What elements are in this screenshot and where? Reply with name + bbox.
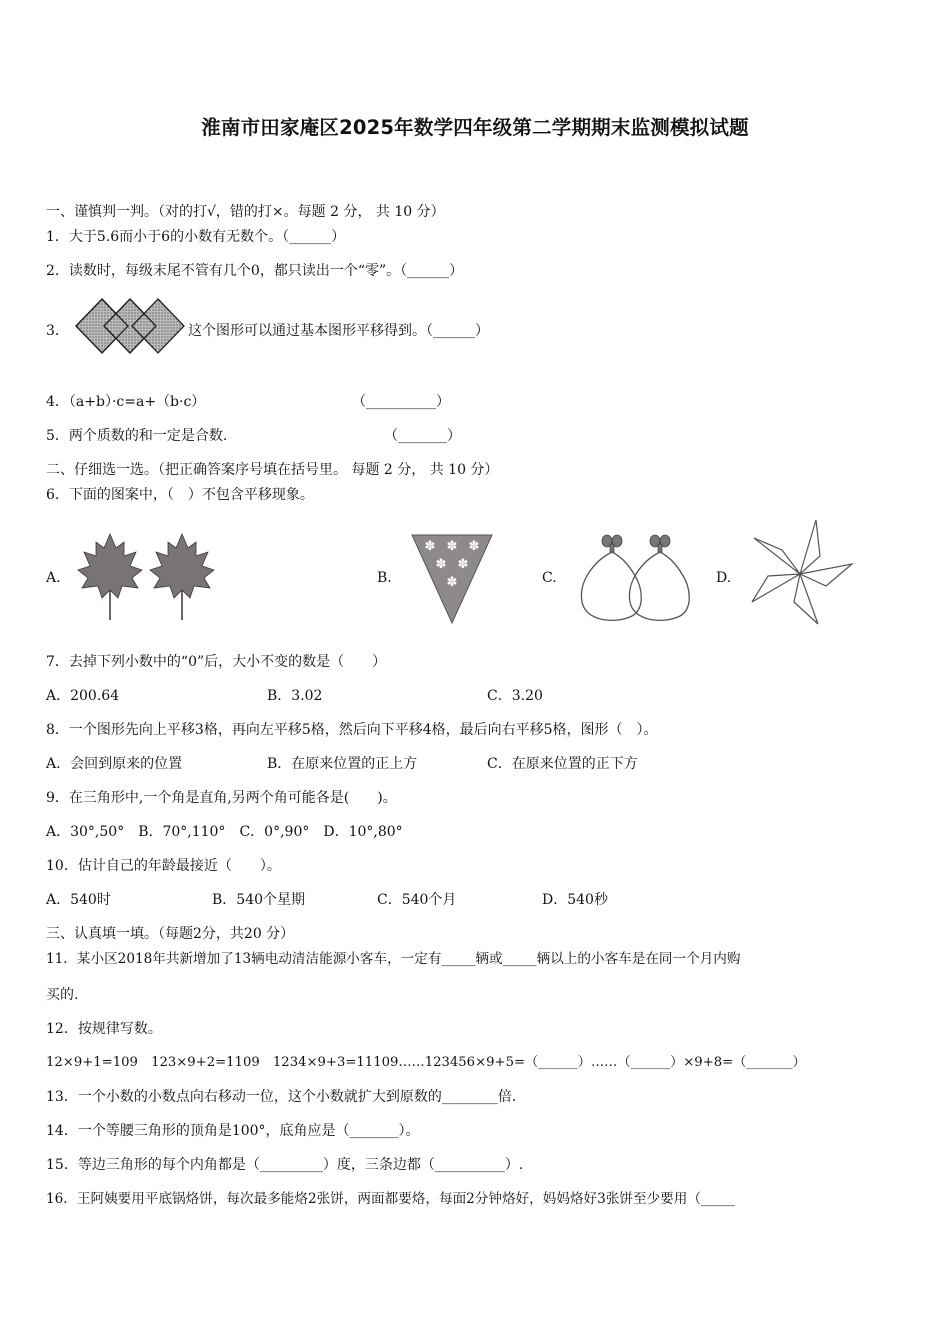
section-2-header: 二、仔细选一选。（把正确答案序号填在括号里。 每题 2 分， 共 10 分） xyxy=(46,462,499,478)
svg-text:✽: ✽ xyxy=(457,557,469,572)
q6-heart-shapes-figure xyxy=(576,530,696,626)
q6-option-d-label: D. xyxy=(716,570,732,586)
question-12: 12．按规律写数。 xyxy=(46,1021,162,1037)
question-15: 15．等边三角形的每个内角都是（_________）度，三条边都（__________）. xyxy=(46,1157,524,1173)
svg-text:✽: ✽ xyxy=(435,557,447,572)
section-1-header: 一、谨慎判一判。（对的打√，错的打×。每题 2 分， 共 10 分） xyxy=(46,204,445,220)
q6-pinwheel-figure xyxy=(748,516,856,628)
question-12-sequence: 12×9+1=109 123×9+2=1109 1234×9+3=11109……123456×9+5=（______）……（______）×9+8=（_______） xyxy=(46,1055,806,1070)
page-title: 淮南市田家庵区2025年数学四年级第二学期期末监测模拟试题 xyxy=(201,116,749,139)
q10-option-c: C．540个月 xyxy=(377,892,457,908)
svg-text:✽: ✽ xyxy=(446,575,458,590)
question-3-number: 3． xyxy=(46,323,69,339)
q8-option-a: A．会回到原来的位置 xyxy=(46,756,183,772)
question-13: 13．一个小数的小数点向右移动一位，这个小数就扩大到原数的________倍. xyxy=(46,1089,517,1105)
q7-option-b: B．3.02 xyxy=(267,688,323,704)
question-9: 9．在三角形中,一个角是直角,另两个角可能各是( )。 xyxy=(46,790,397,806)
question-16: 16．王阿姨要用平底锅烙饼，每次最多能烙2张饼，两面都要烙，每面2分钟烙好，妈妈烙好3张饼至少要用（_____ xyxy=(46,1191,735,1207)
q8-option-b: B．在原来位置的正上方 xyxy=(267,756,418,772)
q6-option-a-label: A. xyxy=(46,570,61,586)
question-6: 6．下面的图案中，（ ）不包含平移现象。 xyxy=(46,487,314,503)
question-5: 5．两个质数的和一定是合数. xyxy=(46,428,228,444)
q7-option-c: C．3.20 xyxy=(487,688,543,704)
question-4-blank: （__________） xyxy=(352,394,450,410)
q7-option-a: A．200.64 xyxy=(46,688,120,704)
question-8: 8．一个图形先向上平移3格，再向左平移5格，然后向下平移4格，最后向右平移5格，图形（ ）。 xyxy=(46,722,658,738)
q6-option-b-label: B. xyxy=(377,570,392,586)
section-3-header: 三、认真填一填。（每题2分，共20 分） xyxy=(46,926,295,942)
q9-options: A．30°,50° B．70°,110° C．0°,90° D．10°,80° xyxy=(46,824,403,840)
q8-option-c: C．在原来位置的正下方 xyxy=(487,756,638,772)
svg-text:✽: ✽ xyxy=(424,539,436,554)
q6-triangle-snowflakes-figure xyxy=(410,533,494,625)
question-7: 7．去掉下列小数中的“0”后，大小不变的数是（ ） xyxy=(46,654,387,670)
q6-maple-leaves-figure xyxy=(74,532,220,624)
q10-option-d: D．540秒 xyxy=(542,892,608,908)
q3-diamond-pattern-figure xyxy=(74,297,186,355)
q6-option-c-label: C. xyxy=(542,570,557,586)
q10-option-b: B．540个星期 xyxy=(212,892,306,908)
svg-text:✽: ✽ xyxy=(446,539,458,554)
question-3-text: 这个图形可以通过基本图形平移得到。（______） xyxy=(188,323,489,339)
question-4: 4．（a+b）·c=a+（b·c） xyxy=(46,394,206,410)
q10-option-a: A．540时 xyxy=(46,892,111,908)
question-5-blank: （_______） xyxy=(384,428,461,444)
question-11-line-1: 11．某小区2018年共新增加了13辆电动清洁能源小客车，一定有_____辆或_____辆以上的小客车是在同一个月内购 xyxy=(46,951,741,967)
question-10: 10．估计自己的年龄最接近（ ）。 xyxy=(46,858,281,874)
question-2: 2．读数时，每级末尾不管有几个0，都只读出一个“零”。（______） xyxy=(46,263,464,279)
question-11-line-2: 买的. xyxy=(46,987,79,1003)
svg-text:✽: ✽ xyxy=(468,539,480,554)
question-14: 14．一个等腰三角形的顶角是100°，底角应是（_______）。 xyxy=(46,1123,420,1139)
question-1: 1．大于5.6而小于6的小数有无数个。（______） xyxy=(46,229,346,245)
